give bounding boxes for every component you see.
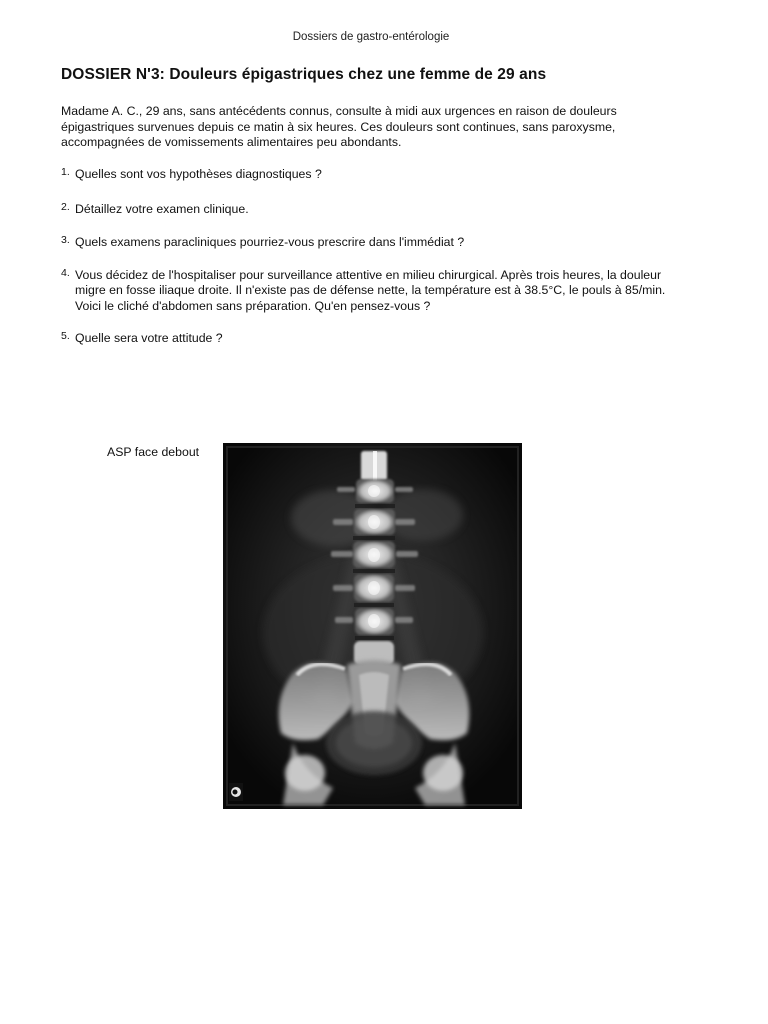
question-text: Vous décidez de l'hospitaliser pour surveillance attentive en milieu chirurgical. Après trois heures, la douleur migre en fosse iliaque droite. Il n'existe pas de défense nette, la température est à 38.5°C, le pouls à 85/min. Voici le cliché d'abdomen sans préparation. Qu'en pensez-vous ? (75, 267, 666, 313)
figure-caption: ASP face debout (107, 445, 200, 459)
question-item (61, 167, 693, 183)
question-text: Quelles sont vos hypothèses diagnostiques ? (75, 167, 322, 181)
abdominal-xray-image (223, 443, 522, 809)
question-text: Quels examens paracliniques pourriez-vous prescrire dans l'immédiat ? (75, 235, 465, 249)
question-number: 2. (61, 200, 70, 213)
question-item (61, 268, 693, 315)
question-item (61, 202, 693, 218)
question-item (61, 235, 693, 251)
question-text: Détaillez votre examen clinique. (75, 201, 249, 216)
page-header: Dossiers de gastro-entérologie (292, 31, 450, 43)
question-number: 1. (61, 166, 70, 178)
question-number: 3. (61, 234, 70, 246)
case-intro: Madame A. C., 29 ans, sans antécédents connus, consulte à midi aux urgences en raison de douleurs épigastriques survenues depuis ce matin à six heures. Ces douleurs sont continues, sans paroxysme, accompagnées de vomissements alimentaires peu abondants. (61, 104, 617, 149)
question-number: 5. (61, 330, 70, 342)
question-list (61, 167, 693, 347)
document-title: DOSSIER N'3: Douleurs épigastriques chez une femme de 29 ans (61, 66, 547, 83)
question-text: Quelle sera votre attitude ? (75, 331, 223, 345)
question-item (61, 331, 693, 347)
question-number: 4. (61, 266, 70, 279)
